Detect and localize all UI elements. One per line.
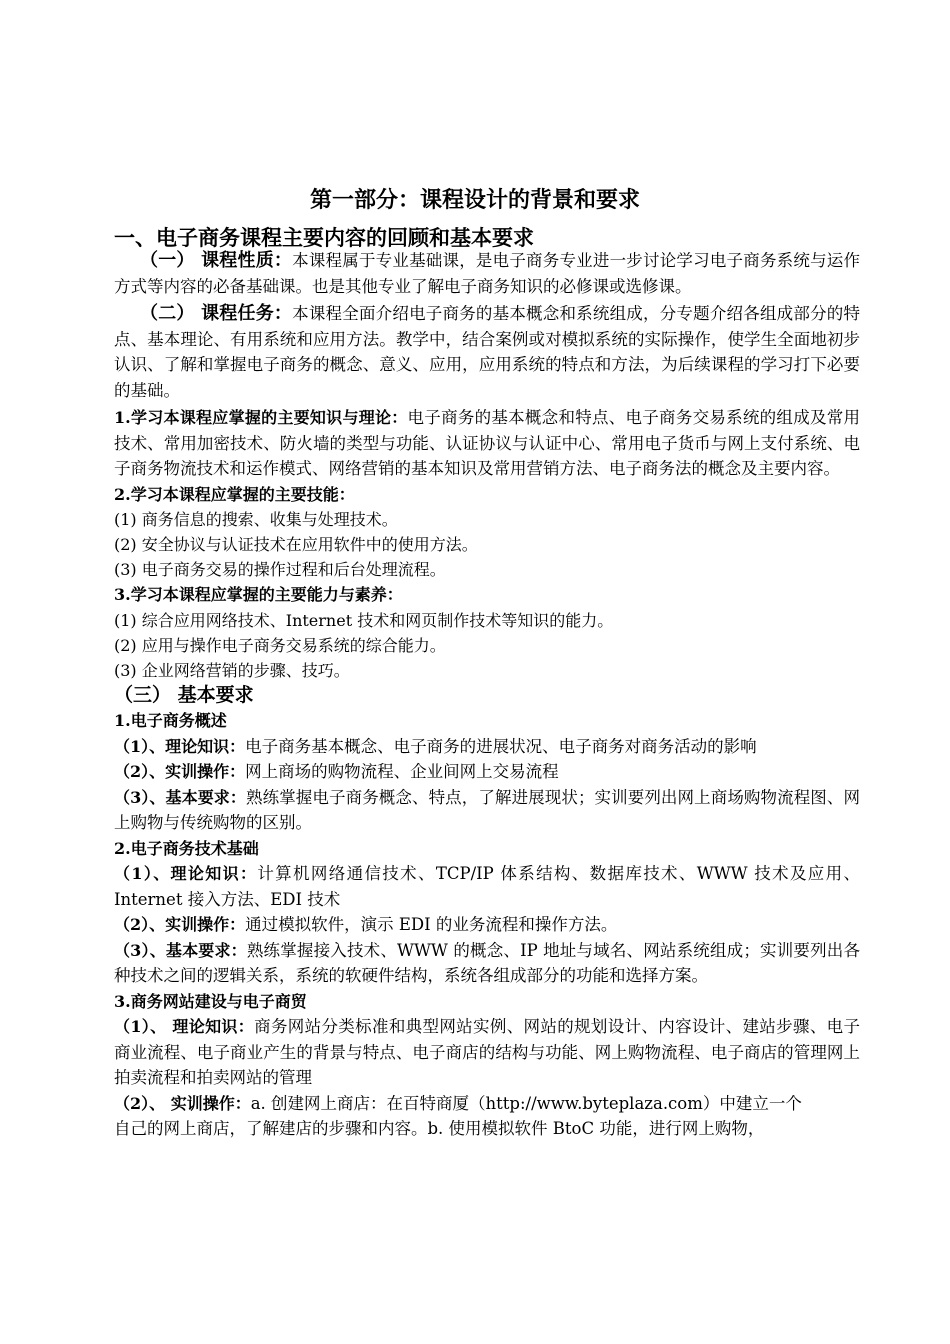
page-title: 第一部分：课程设计的背景和要求 [309, 187, 640, 213]
list-item: (2) 安全协议与认证技术在应用软件中的使用方法。 [114, 535, 478, 554]
list-item: (3) 电子商务交易的操作过程和后台处理流程。 [114, 560, 446, 579]
topic-3-line [114, 1014, 860, 1091]
list-item: (1) 综合应用网络技术、Internet 技术和网页制作技术等知识的能力。 [114, 610, 614, 630]
basic-requirements-heading: （三） 基本要求 [114, 683, 254, 706]
knowledge-label: 1.学习本课程应掌握的主要知识与理论： [114, 408, 408, 427]
knowledge-text: 电子商务的基本概念和特点、电子商务交易系统的组成及常用技术、常用加密技术、防火墙的类型与功能、认证协议与认证中心、常用电子货币与网上支付系统、电子商务物流技术和运作模式、网络营销的基本知识及常用营销方法、电子商务法的概念及主要内容。 [114, 408, 860, 478]
topic-3-continuation: 自己的网上商店，了解建店的步骤和内容。b. 使用模拟软件 BtoC 功能，进行网上购物， [114, 1119, 765, 1138]
topic-3-title: 3.商务网站建设与电子商贸 [114, 991, 307, 1011]
line-text: 商务网站分类标准和典型网站实例、网站的规划设计、内容设计、建站步骤、电子商业流程、电子商业产生的背景与特点、电子商店的结构与功能、网上购物流程、电子商店的管理网上拍卖流程和拍卖网站的管理 [114, 1017, 860, 1087]
topic-1-title: 1.电子商务概述 [114, 711, 227, 730]
line-label: （2）、 实训操作： [114, 1093, 251, 1113]
course-nature-text: 本课程属于专业基础课，是电子商务专业进一步讨论学习电子商务系统与运作方式等内容的必备基础课。也是其他专业了解电子商务知识的必修课或选修课。 [114, 251, 860, 296]
line-label: （1）、理论知识： [114, 864, 258, 883]
list-item: (2) 应用与操作电子商务交易系统的综合能力。 [114, 635, 446, 655]
line-text: a. 创建网上商店：在百特商厦（http://www.byteplaza.com）中建立一个 [250, 1093, 802, 1113]
topic-2-line [114, 861, 860, 912]
topic-3-line [114, 1091, 860, 1117]
skills-heading: 2.学习本课程应掌握的主要技能： [114, 484, 355, 504]
line-text: 计算机网络通信技术、TCP/IP 体系结构、数据库技术、WWW 技术及应用、Internet 接入方法、EDI 技术 [114, 864, 861, 909]
line-text: 网上商场的购物流程、企业间网上交易流程 [245, 762, 559, 781]
line-label: （2）、实训操作： [114, 915, 246, 934]
line-label: （1）、理论知识： [114, 736, 246, 756]
line-text: 电子商务基本概念、电子商务的进展状况、电子商务对商务活动的影响 [245, 736, 757, 756]
course-nature-label: （一） 课程性质： [140, 250, 293, 271]
line-label: （1）、 理论知识： [114, 1017, 255, 1036]
line-text: 熟练掌握接入技术、WWW 的概念、IP 地址与域名、网站系统组成；实训要列出各种技术之间的逻辑关系，系统的软硬件结构，系统各组成部分的功能和选择方案。 [114, 940, 860, 985]
line-text: 熟练掌握电子商务概念、特点，了解进展现状；实训要列出网上商场购物流程图、网上购物与传统购物的区别。 [114, 787, 861, 832]
abilities-heading: 3.学习本课程应掌握的主要能力与素养： [114, 585, 403, 604]
course-task-label: （二） 课程任务： [140, 303, 293, 324]
heading-1: 一、电子商务课程主要内容的回顾和基本要求 [114, 225, 534, 250]
course-task-paragraph [114, 301, 860, 403]
course-nature-paragraph [114, 248, 860, 299]
line-text: 通过模拟软件，演示 EDI 的业务流程和操作方法。 [245, 915, 618, 934]
topic-1-line [114, 734, 860, 760]
topic-2-title: 2.电子商务技术基础 [114, 838, 259, 858]
line-label: （3）、基本要求： [114, 940, 247, 960]
document-body [114, 248, 860, 1142]
line-label: （3）、基本要求： [114, 787, 247, 807]
line-label: （2）、实训操作： [114, 762, 246, 781]
topic-1-line [114, 785, 860, 836]
knowledge-paragraph [114, 405, 860, 482]
topic-2-line [114, 938, 860, 989]
list-item: (3) 企业网络营销的步骤、技巧。 [114, 660, 350, 680]
list-item: (1) 商务信息的搜索、收集与处理技术。 [114, 510, 398, 529]
topic-1-line [114, 759, 860, 785]
course-task-text: 本课程全面介绍电子商务的基本概念和系统组成，分专题介绍各组成部分的特点、基本理论、有用系统和应用方法。教学中，结合案例或对模拟系统的实际操作，使学生全面地初步认识、了解和掌握电子商务的概念、意义、应用，应用系统的特点和方法，为后续课程的学习打下必要的基础。 [114, 304, 860, 400]
topic-2-line [114, 912, 860, 938]
